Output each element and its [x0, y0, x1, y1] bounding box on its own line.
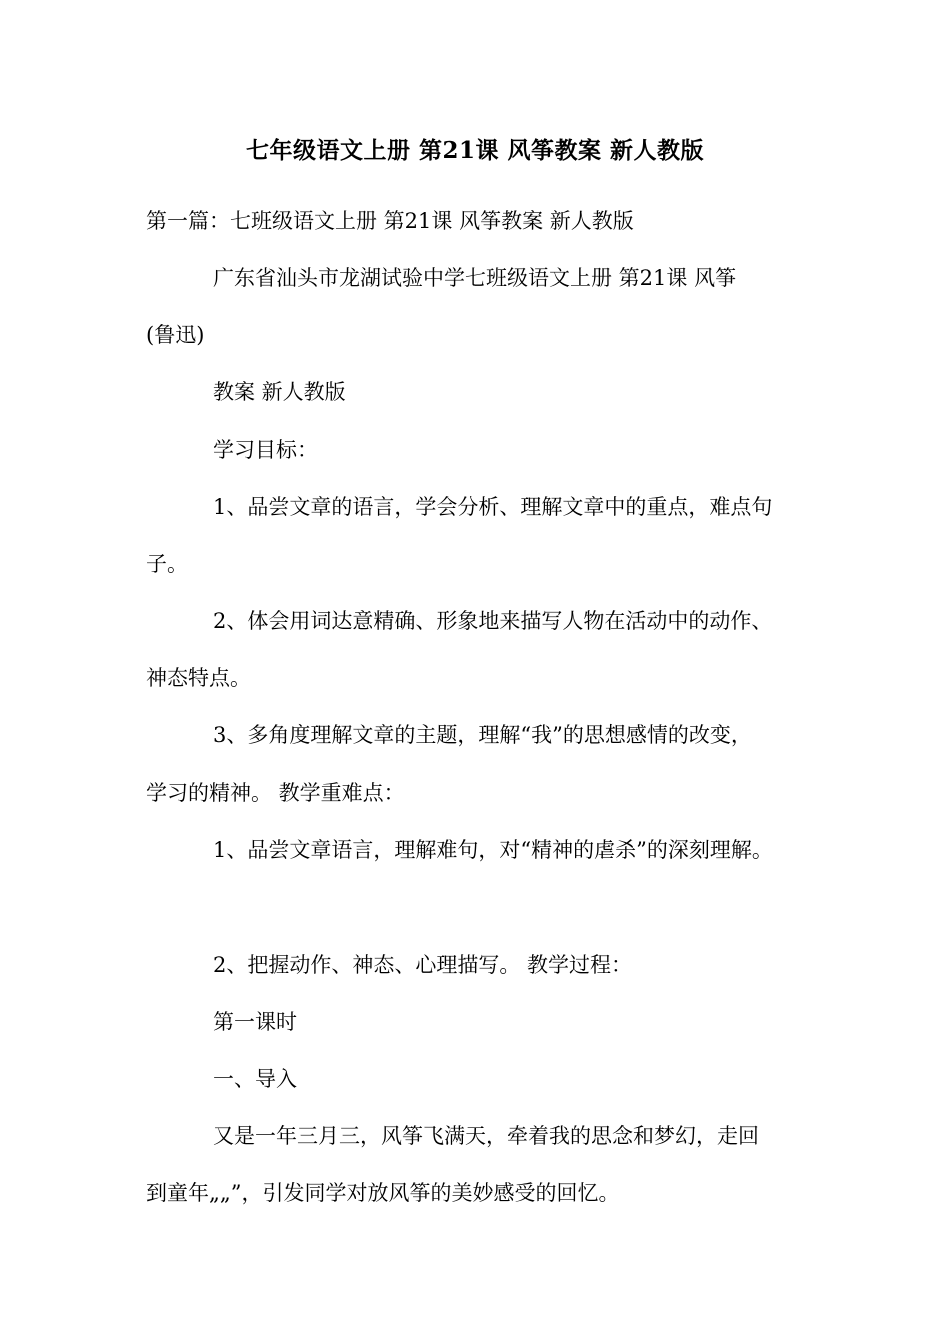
text-line: 1、品尝文章的语言，学会分析、理解文章中的重点，难点句 [213, 495, 773, 519]
text-line: 3、多角度理解文章的主题，理解“我”的思想感情的改变， [213, 723, 752, 747]
text-line: 第一篇：七班级语文上册 第21课 风筝教案 新人教版 [146, 209, 634, 233]
text-line: 2、把握动作、神态、心理描写。 教学过程： [213, 953, 633, 977]
text-line: 神态特点。 [146, 666, 251, 690]
text-line: 子。 [146, 552, 188, 576]
text-line: 1、品尝文章语言，理解难句，对“精神的虐杀”的深刻理解。 [213, 838, 773, 862]
text-line: 第一课时 [213, 1010, 297, 1034]
text-line: 2、体会用词达意精确、形象地来描写人物在活动中的动作、 [213, 609, 773, 633]
text-line: 一、导入 [213, 1067, 297, 1091]
document-title: 七年级语文上册 第21课 风筝教案 新人教版 [245, 137, 705, 164]
text-line: (鲁迅) [146, 323, 205, 347]
text-line: 又是一年三月三，风筝飞满天，牵着我的思念和梦幻，走回 [213, 1124, 759, 1148]
text-line: 教案 新人教版 [213, 380, 346, 404]
text-line: 到童年„„”，引发同学对放风筝的美妙感受的回忆。 [146, 1181, 620, 1205]
text-line: 学习的精神。 教学重难点： [146, 781, 405, 805]
text-line: 广东省汕头市龙湖试验中学七班级语文上册 第21课 风筝 [213, 266, 737, 290]
text-line: 学习目标： [213, 438, 318, 462]
